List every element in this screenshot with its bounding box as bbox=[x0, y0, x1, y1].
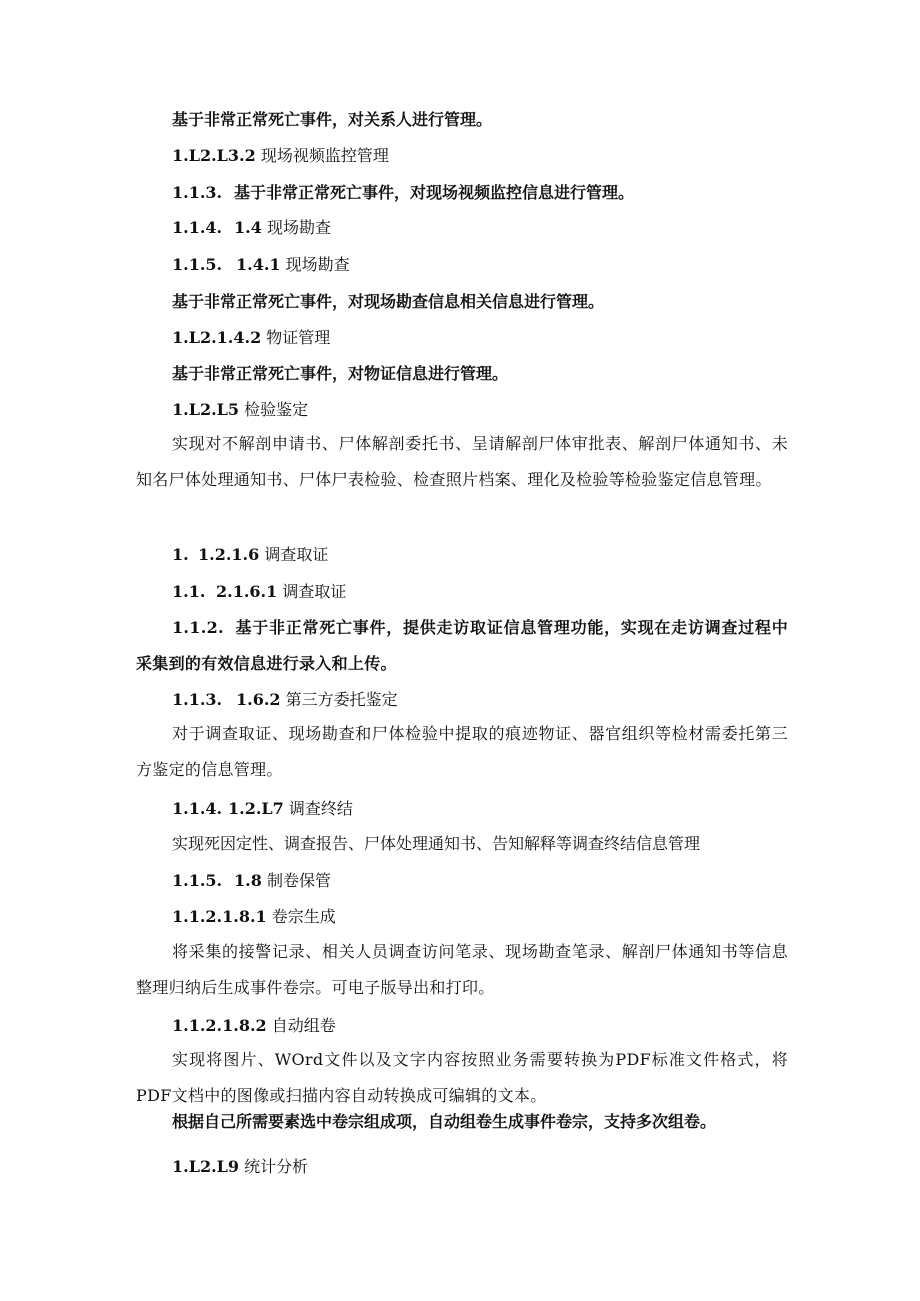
list-number: 1.1.5. bbox=[172, 255, 223, 274]
body-paragraph: 对于调查取证、现场勘查和尸体检验中提取的痕迹物证、器官组织等检材需委托第三方鉴定的信息管理。 bbox=[136, 724, 788, 779]
heading-number: 1.4 bbox=[234, 218, 262, 237]
heading-text: 统计分析 bbox=[244, 1157, 309, 1176]
heading-text: 现场勘查 bbox=[266, 218, 331, 237]
heading-3 bbox=[172, 799, 353, 819]
heading-number: 1.L2.L3.2 bbox=[172, 146, 256, 165]
heading-number: 1.6.2 bbox=[236, 690, 281, 709]
heading-3 bbox=[172, 545, 328, 565]
heading-text: 现场勘查 bbox=[285, 255, 350, 274]
heading-number: 1.1.2.1.8.1 bbox=[172, 907, 267, 926]
numbered-paragraph bbox=[136, 610, 788, 682]
body-line: 根据自己所需要素选中卷宗组成项，自动组卷生成事件卷宗，支持多次组卷。 bbox=[172, 1112, 717, 1131]
heading-text: 卷宗生成 bbox=[271, 907, 336, 926]
heading-number: 1.L2.1.4.2 bbox=[172, 328, 262, 347]
body-line: 基于非常正常死亡事件，对关系人进行管理。 bbox=[172, 110, 493, 129]
heading-number: 1.2.L7 bbox=[228, 799, 284, 818]
heading-2 bbox=[172, 218, 331, 238]
numbered-line bbox=[172, 183, 634, 203]
body-line: 基于非常正常死亡事件，对物证信息进行管理。 bbox=[172, 364, 509, 383]
heading-3 bbox=[172, 400, 308, 420]
heading-number: 1.4.1 bbox=[236, 255, 281, 274]
list-number: 1.1.4. bbox=[172, 799, 223, 818]
heading-text: 调查终结 bbox=[288, 799, 353, 818]
paragraph-text: 基于非正常死亡事件，提供走访取证信息管理功能，实现在走访调查过程中采集到的有效信息进行录入和上传。 bbox=[136, 618, 788, 673]
heading-text: 检验鉴定 bbox=[244, 400, 309, 419]
list-number: 1.1.5. bbox=[172, 871, 223, 890]
list-number: 1.1.2. bbox=[172, 618, 224, 637]
list-text: 基于非常正常死亡事件，对现场视频监控信息进行管理。 bbox=[234, 183, 635, 202]
heading-4 bbox=[172, 1016, 336, 1036]
heading-4 bbox=[172, 328, 330, 348]
heading-text: 调查取证 bbox=[264, 545, 329, 564]
list-number: 1. bbox=[172, 545, 189, 564]
body-paragraph: 实现将图片、WOrd文件以及文字内容按照业务需要转换为PDF标准文件格式，将PDF文档中的图像或扫描内容自动转换成可编辑的文本。 bbox=[136, 1050, 788, 1105]
list-number: 1.1. bbox=[172, 582, 206, 601]
list-number: 1.1.3. bbox=[172, 690, 223, 709]
heading-number: 1.2.1.6 bbox=[198, 545, 260, 564]
heading-number: 1.1.2.1.8.2 bbox=[172, 1016, 267, 1035]
body-paragraph: 将采集的接警记录、相关人员调查访问笔录、现场勘查笔录、解剖尸体通知书等信息整理归纳后生成事件卷宗。可电子版导出和打印。 bbox=[136, 942, 788, 997]
heading-text: 制卷保管 bbox=[266, 871, 331, 890]
list-number: 1.1.3. bbox=[172, 183, 223, 202]
list-number: 1.1.4. bbox=[172, 218, 223, 237]
heading-number: 2.1.6.1 bbox=[216, 582, 278, 601]
body-line: 基于非常正常死亡事件，对现场勘查信息相关信息进行管理。 bbox=[172, 292, 605, 311]
heading-number: 1.L2.L9 bbox=[172, 1157, 240, 1176]
heading-number: 1.8 bbox=[234, 871, 262, 890]
heading-text: 第三方委托鉴定 bbox=[285, 690, 398, 709]
heading-text: 现场视频监控管理 bbox=[260, 146, 389, 165]
body-line: 实现死因定性、调查报告、尸体处理通知书、告知解释等调查终结信息管理 bbox=[172, 834, 701, 853]
heading-text: 物证管理 bbox=[266, 328, 331, 347]
heading-3 bbox=[172, 255, 350, 275]
body-paragraph: 实现对不解剖申请书、尸体解剖委托书、呈请解剖尸体审批表、解剖尸体通知书、未知名尸体处理通知书、尸体尸表检验、检查照片档案、理化及检验等检验鉴定信息管理。 bbox=[136, 434, 788, 489]
heading-4 bbox=[172, 690, 398, 710]
heading-4 bbox=[172, 907, 336, 927]
heading-3 bbox=[172, 871, 331, 891]
heading-4 bbox=[172, 582, 346, 602]
heading-3 bbox=[172, 1157, 308, 1177]
heading-4 bbox=[172, 146, 389, 166]
heading-number: 1.L2.L5 bbox=[172, 400, 240, 419]
heading-text: 自动组卷 bbox=[271, 1016, 336, 1035]
heading-text: 调查取证 bbox=[282, 582, 347, 601]
